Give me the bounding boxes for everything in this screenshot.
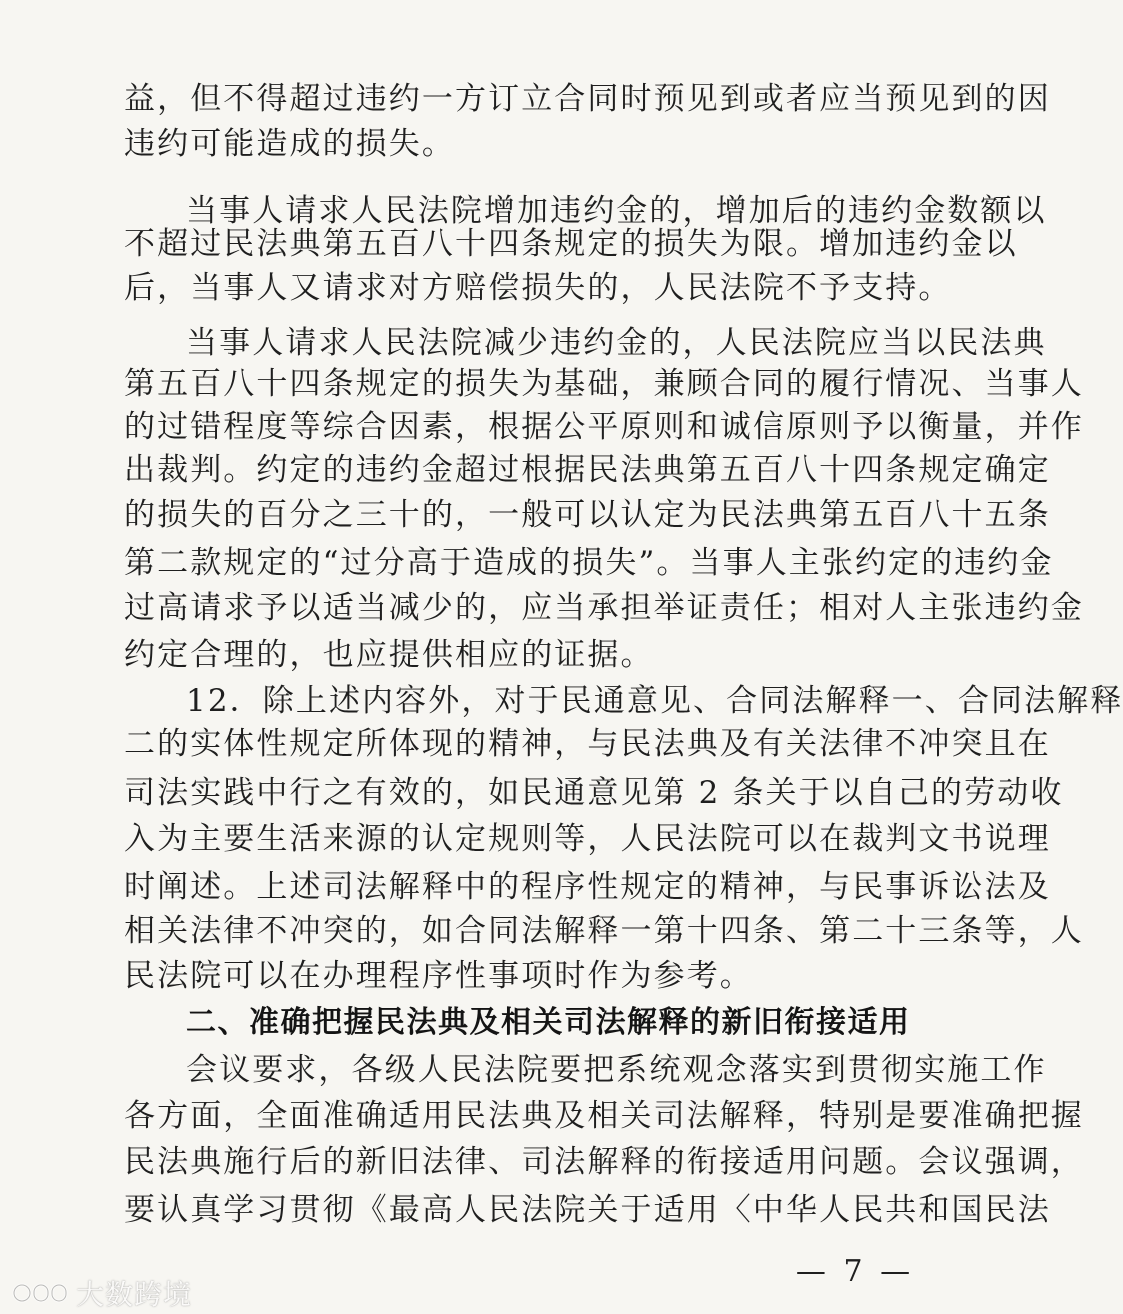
watermark-text: 大数跨境 — [76, 1278, 193, 1311]
text-line: 入为主要生活来源的认定规则等，人民法院可以在裁判文书说理 — [124, 821, 1051, 857]
text-line: 民法典施行后的新旧法律、司法解释的衔接适用问题。会议强调， — [124, 1144, 1084, 1180]
text-line: 当事人请求人民法院增加违约金的，增加后的违约金数额以 — [186, 193, 1047, 229]
text-line: 要认真学习贯彻《最高人民法院关于适用〈中华人民共和国民法 — [124, 1192, 1051, 1228]
text-line: 时阐述。上述司法解释中的程序性规定的精神，与民事诉讼法及 — [124, 869, 1051, 905]
text-line: 二的实体性规定所体现的精神，与民法典及有关法律不冲突且在 — [124, 726, 1051, 762]
text-line: 相关法律不冲突的，如合同法解释一第十四条、第二十三条等，人 — [124, 913, 1084, 949]
watermark — [12, 1276, 192, 1310]
text-line: 当事人请求人民法院减少违约金的，人民法院应当以民法典 — [186, 325, 1047, 361]
text-line: 会议要求，各级人民法院要把系统观念落实到贯彻实施工作 — [186, 1052, 1047, 1088]
text-line: 违约可能造成的损失。 — [124, 126, 455, 162]
text-line: 不超过民法典第五百八十四条规定的损失为限。增加违约金以 — [124, 226, 1018, 262]
text-line: 的过错程度等综合因素，根据公平原则和诚信原则予以衡量，并作 — [124, 409, 1084, 445]
text-line: 12．除上述内容外，对于民通意见、合同法解释一、合同法解释 — [186, 683, 1123, 719]
text-line: 民法院可以在办理程序性事项时作为参考。 — [124, 958, 753, 994]
text-line: 第二款规定的“过分高于造成的损失”。当事人主张约定的违约金 — [124, 545, 1054, 581]
text-line: 益，但不得超过违约一方订立合同时预见到或者应当预见到的因 — [124, 81, 1051, 117]
text-line: 出裁判。约定的违约金超过根据民法典第五百八十四条规定确定 — [124, 452, 1051, 488]
text-line: 的损失的百分之三十的，一般可以认定为民法典第五百八十五条 — [124, 497, 1051, 533]
page-number: — 7 — — [795, 1254, 915, 1289]
text-line: 司法实践中行之有效的，如民通意见第 2 条关于以自己的劳动收 — [124, 775, 1064, 811]
text-line: 约定合理的，也应提供相应的证据。 — [124, 637, 654, 673]
dashuju-logo-icon — [12, 1278, 70, 1308]
text-line: 后，当事人又请求对方赔偿损失的，人民法院不予支持。 — [124, 270, 952, 306]
section-heading: 二、准确把握民法典及相关司法解释的新旧衔接适用 — [186, 1005, 911, 1040]
text-line: 第五百八十四条规定的损失为基础，兼顾合同的履行情况、当事人 — [124, 366, 1084, 402]
text-line: 各方面，全面准确适用民法典及相关司法解释，特别是要准确把握 — [124, 1098, 1084, 1134]
text-line: 过高请求予以适当减少的，应当承担举证责任；相对人主张违约金 — [124, 590, 1084, 626]
